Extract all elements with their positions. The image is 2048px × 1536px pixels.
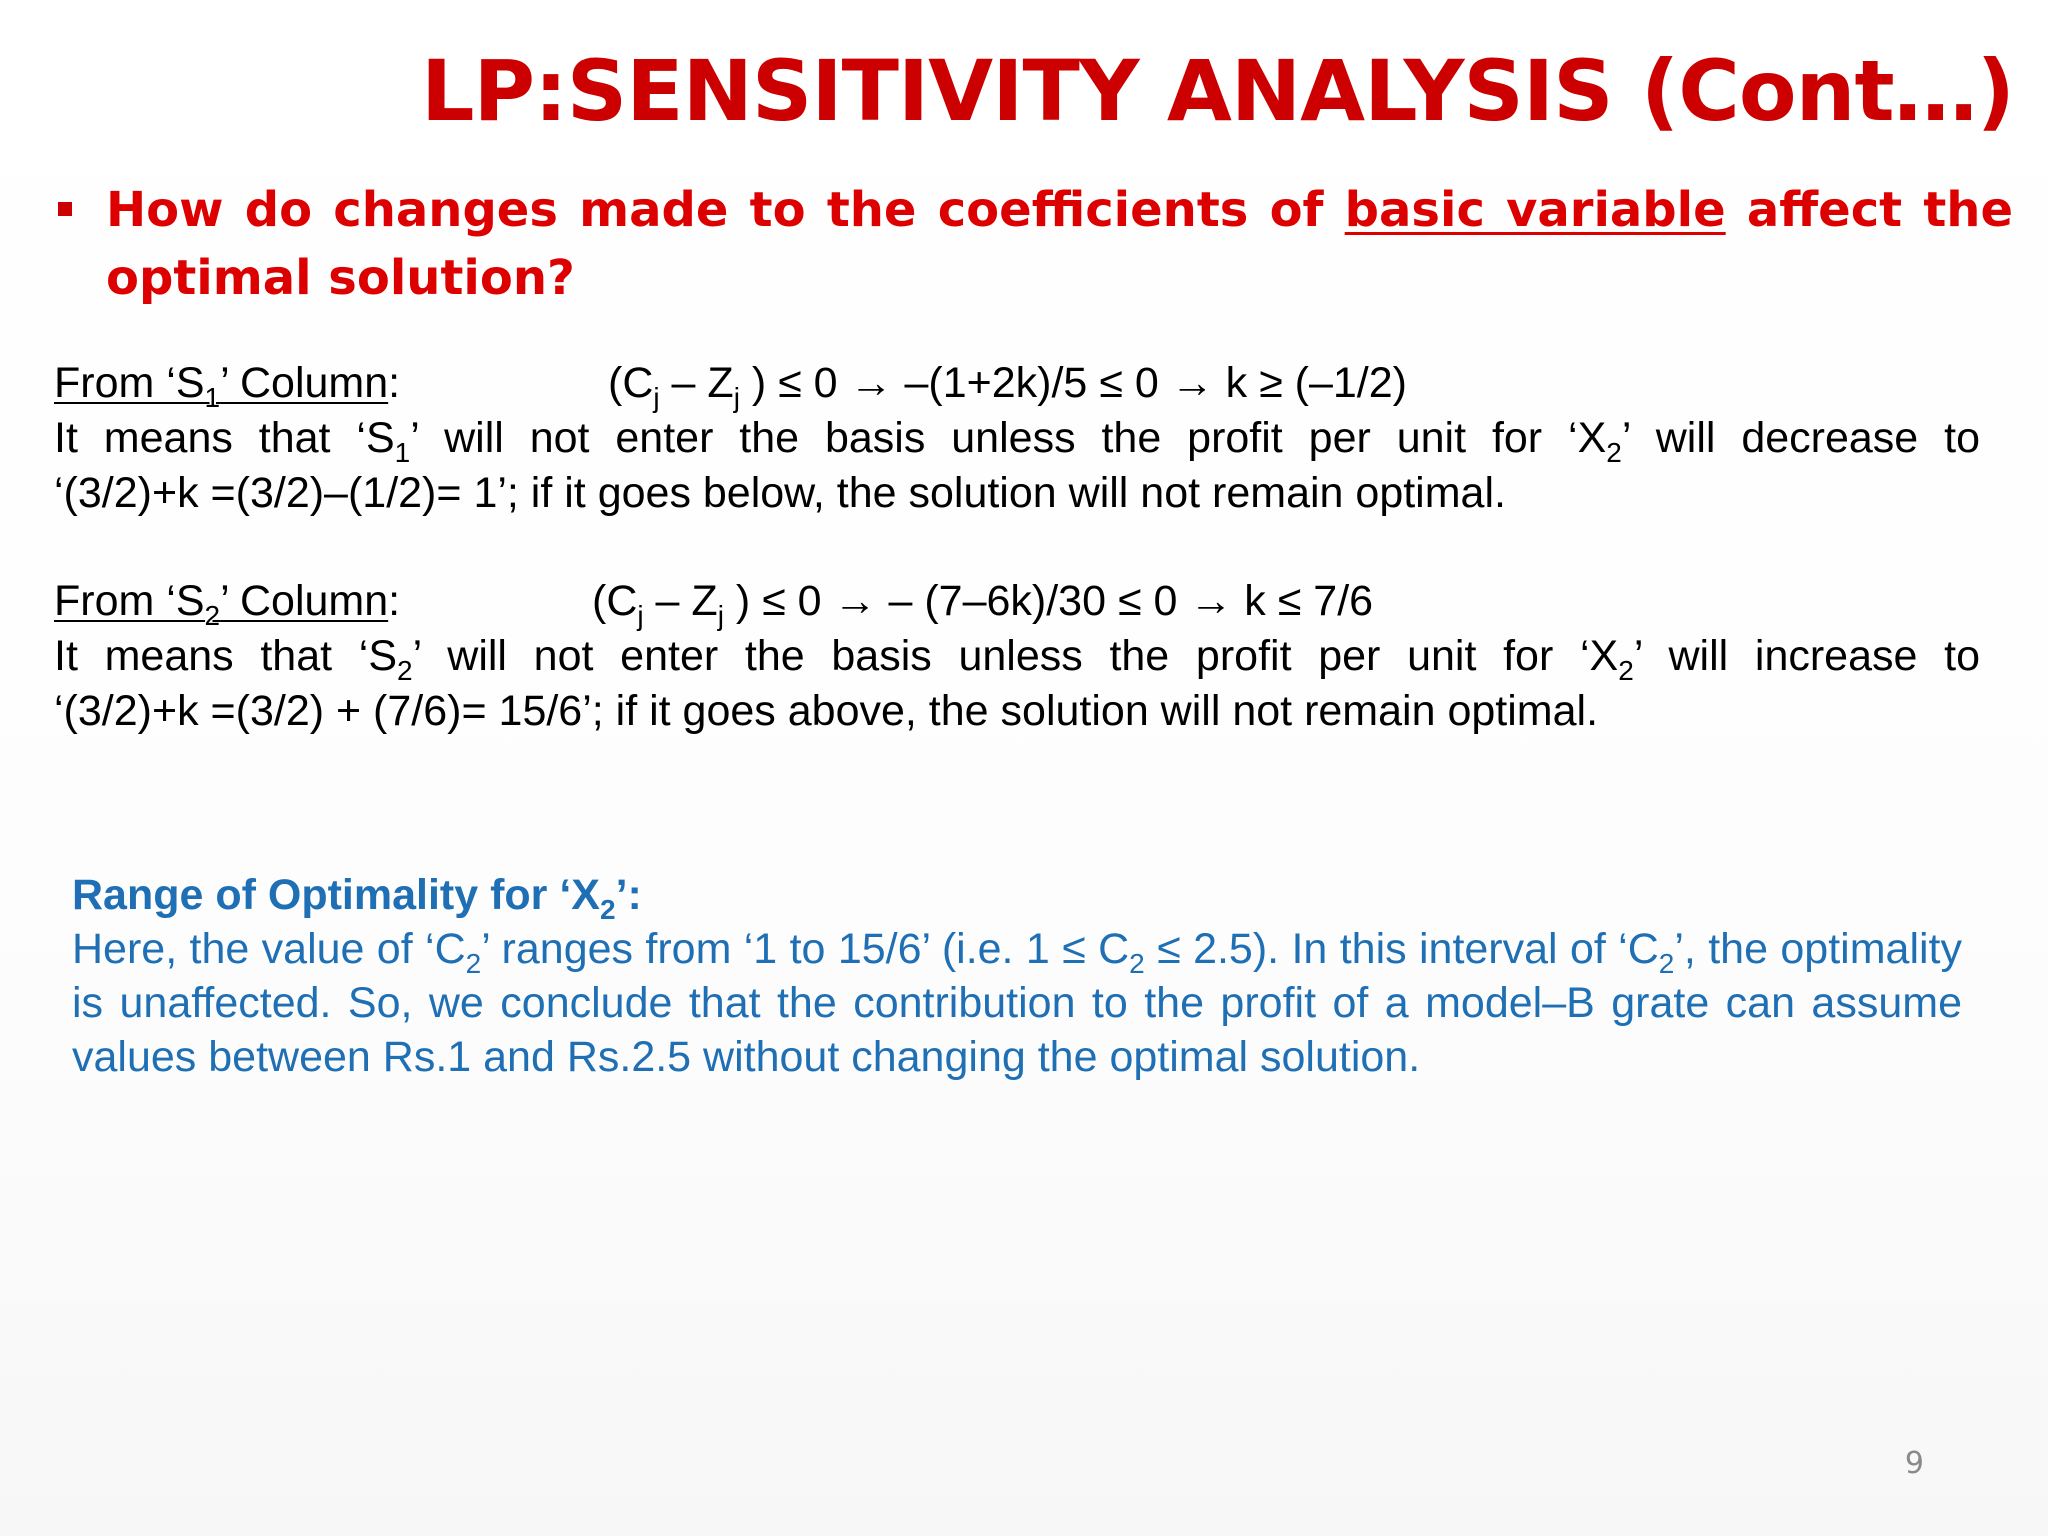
s1-equation: ($C_j - Z_j$ ) ≤ 0 → –(1+2k)/5 ≤ 0 → k ≥ (–1/2) [608,359,1407,413]
s2-colon: : [388,577,401,625]
question-bullet [58,176,2013,312]
s1-colon: : [388,359,401,407]
s1-column-analysis [54,356,1980,521]
range-of-optimality [72,868,1962,1084]
s2-heading-line [54,574,1980,629]
question-after: affect the optimal solution? [106,182,2014,306]
s1-column-label: From ‘$S_1$’ Column [54,359,389,413]
s1-explanation-line: It means that ‘$S_1$’ will not enter the basis unless the profit per unit for ‘$X_2$’ will decrease to [54,414,1980,468]
slide-title: LP:SENSITIVITY ANALYSIS (Cont…) [421,42,2014,140]
page-number: 9 [1904,1446,1924,1481]
question-underlined-term: basic variable [1344,182,1726,238]
s2-equation: ($C_j - Z_j$ ) ≤ 0 → – (7–6k)/30 ≤ 0 → k ≤ 7/6 [592,577,1374,631]
question-before: How do changes made to the coefficients of [106,182,1345,238]
range-paragraph: Here, the value of ‘$C_2$’ ranges from ‘1 to 15/6’ (i.e. $1 \le C_2 \le 2.5$). In this interval of ‘$C_2$’, the optimality is unaffected. So, we conclude that the contribution to the profit of a model–B grate can assume values between Rs.1 and Rs.2.5 without changing the optimal solution. [72,925,1962,1081]
s1-conclusion-line: ‘(3/2)+k =(3/2)–(1/2)= 1’; if it goes below, the solution will not remain optimal. [54,469,1506,517]
s1-heading-line [54,356,1980,411]
s2-column-analysis [54,574,1980,739]
square-bullet-icon [58,202,72,216]
s2-explanation-line: It means that ‘$S_2$’ will not enter the basis unless the profit per unit for ‘$X_2$’ will increase to [54,632,1980,686]
s2-conclusion-line: ‘(3/2)+k =(3/2) + (7/6)= 15/6’; if it goes above, the solution will not remain optimal. [54,687,1599,735]
range-heading: Range of Optimality for ‘$X_2$’: [72,871,642,925]
question-text [106,176,2013,312]
s2-column-label: From ‘$S_2$’ Column [54,577,389,631]
